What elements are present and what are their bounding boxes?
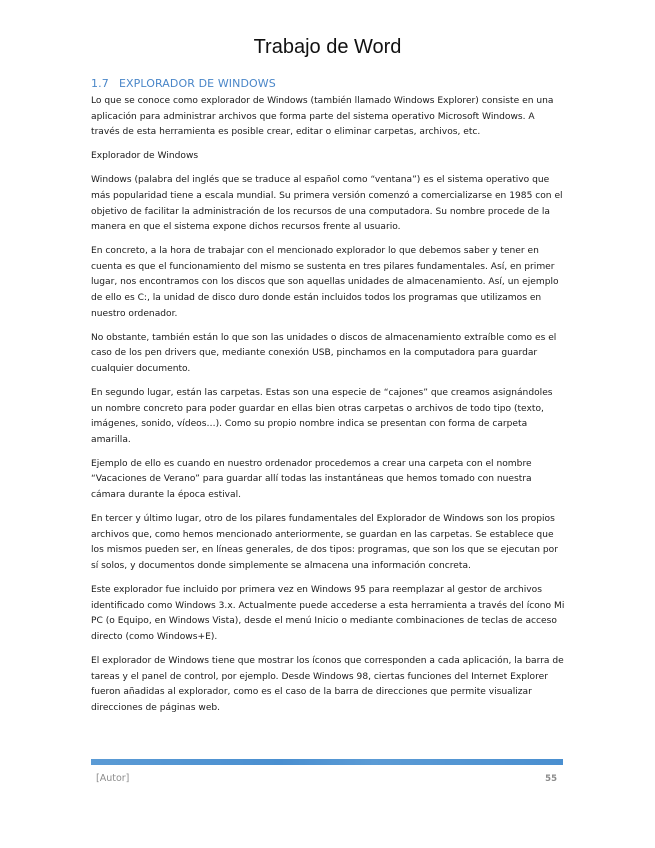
paragraph: En segundo lugar, están las carpetas. Estas son una especie de “cajones” que creamos asignándoles un nombre concreto para poder guardar en ellas bien otras carpetas o archivos de todo tipo (texto, imágenes, sonido, vídeos…). Como su propio nombre indica se presentan con forma de carpeta amarilla.: [91, 388, 553, 445]
paragraph: Windows (palabra del inglés que se traduce al español como “ventana”) es el sistema operativo que más popularidad tiene a escala mundial. Su primera versión comenzó a comercializarse en 1985 con el objetivo de facilitar la administración de los recursos de una computadora. Su nombre procede de la manera en que el sistema expone dichos recursos frente al usuario.: [91, 175, 563, 233]
footer-page-number: 55: [545, 774, 557, 784]
footer-divider: [91, 759, 563, 765]
paragraph: Este explorador fue incluido por primera vez en Windows 95 para reemplazar al gestor de archivos identificado como Windows 3.x. Actualmente puede accederse a esta herramienta a través del ícono Mi PC (o Equipo, en Windows Vista), desde el menú Inicio o mediante combinaciones de teclas de acceso directo (como Windows+E).: [91, 585, 565, 642]
document-body: [91, 77, 566, 725]
paragraph: Ejemplo de ello es cuando en nuestro ordenador procedemos a crear una carpeta con el nombre “Vacaciones de Verano” para guardar allí todas las instantáneas que hemos tomado con nuestra cámara durante la época estival.: [91, 458, 532, 501]
paragraph: No obstante, también están lo que son las unidades o discos de almacenamiento extraíble como es el caso de los pen drivers que, mediante conexión USB, pinchamos en la computadora para guardar cualquier documento.: [91, 332, 557, 374]
paragraph-subtitle: Explorador de Windows: [91, 151, 199, 162]
section-heading: [91, 77, 566, 90]
page-header-title: Trabajo de Word: [253, 36, 402, 58]
section-title: EXPLORADOR DE WINDOWS: [119, 77, 276, 90]
paragraph: En concreto, a la hora de trabajar con el mencionado explorador lo que debemos saber y tener en cuenta es que el funcionamiento del mismo se sustenta en tres pilares fundamentales. Así, en primer lugar, nos encontramos con los discos que son aquellas unidades de almacenamiento. Así, un ejemplo de ello es C:, la unidad de disco duro donde están incluidos todos los programas que utilizamos en nuestro ordenador.: [91, 246, 559, 319]
paragraph: En tercer y último lugar, otro de los pilares fundamentales del Explorador de Windows son los propios archivos que, como hemos mencionado anteriormente, se guardan en las carpetas. Se establece que los mismos pueden ser, en líneas generales, de dos tipos: programas, que son los que se ejecutan por sí solos, y documentos donde simplemente se almacena una información concreta.: [91, 514, 558, 571]
section-number: 1.7: [91, 77, 109, 90]
paragraph: Lo que se conoce como explorador de Windows (también llamado Windows Explorer) consiste en una aplicación para administrar archivos que forma parte del sistema operativo Microsoft Windows. A través de esta herramienta es posible crear, editar o eliminar carpetas, archivos, etc.: [91, 96, 554, 138]
paragraph: El explorador de Windows tiene que mostrar los íconos que corresponden a cada aplicación, la barra de tareas y el panel de control, por ejemplo. Desde Windows 98, ciertas funciones del Internet Explorer fueron añadidas al explorador, como es el caso de la barra de direcciones que permite visualizar direcciones de páginas web.: [91, 655, 564, 713]
footer-author[interactable]: [Autor]: [96, 773, 130, 784]
